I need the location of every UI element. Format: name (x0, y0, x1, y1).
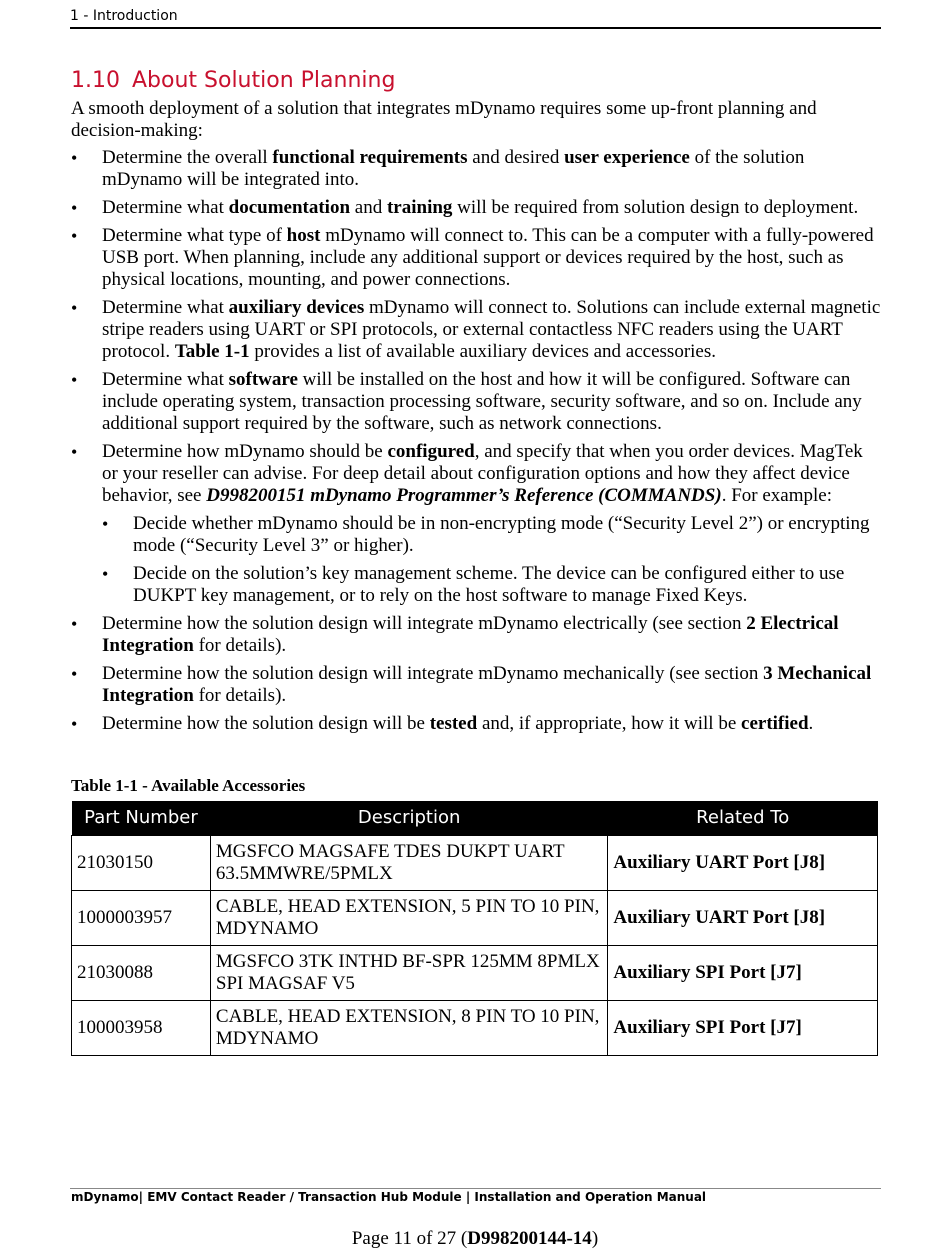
bullet-icon: • (102, 564, 109, 584)
table-row (72, 836, 878, 891)
bullet-icon: • (71, 226, 78, 246)
planning-bullet-list (71, 147, 881, 741)
cell-part-number: 21030150 (72, 836, 211, 891)
text-segment: Determine the overall (102, 147, 273, 168)
bold-text: functional requirements (272, 147, 468, 168)
text-segment: Determine how the solution design will integrate mDynamo mechanically (see section (102, 663, 764, 684)
bold-text: software (228, 369, 298, 390)
cell-part-number: 1000003957 (72, 891, 211, 946)
intro-paragraph: A smooth deployment of a solution that integrates mDynamo requires some up-front planning and decision-making: (71, 98, 817, 141)
cell-description: CABLE, HEAD EXTENSION, 5 PIN TO 10 PIN, MDYNAMO (210, 891, 608, 946)
table-row (72, 1001, 878, 1056)
bold-text (206, 485, 721, 506)
text-segment: for details). (193, 685, 287, 706)
document-id: D998200144-14 (467, 1228, 592, 1249)
sub-bullet-item (102, 563, 881, 607)
cell-part-number: 21030088 (72, 946, 211, 1001)
text-segment: will be installed on the host and how it will be configured. Software can include operating system, transaction processing software, security software, and so on. Include any additional support required by the software, such as network connections. (102, 369, 862, 434)
sub-bullet-item (102, 513, 881, 557)
text-segment: Decide whether mDynamo should be in non-encrypting mode (“Security Level 2”) or encrypting mode (“Security Level 3” or higher). (133, 513, 870, 556)
table-caption: Table 1-1 - Available Accessories (71, 776, 306, 795)
bullet-icon: • (71, 148, 78, 168)
bullet-item (71, 613, 881, 657)
bullet-item (71, 147, 881, 191)
bold-text: configured (387, 441, 475, 462)
bold-text: tested (429, 713, 478, 734)
bold-text: host (286, 225, 321, 246)
text-segment: Determine how the solution design will be (102, 713, 430, 734)
cell-related-to: Auxiliary UART Port [J8] (608, 891, 878, 946)
bold-text: 2 Electrical Integration (102, 613, 839, 656)
bullet-item (71, 225, 881, 291)
section-heading (71, 68, 395, 93)
footer-divider (70, 1188, 881, 1189)
bold-text: certified (741, 713, 809, 734)
sub-bullet-list (102, 513, 881, 607)
table-row (72, 891, 878, 946)
bullet-icon: • (71, 614, 78, 634)
footer-document-title: mDynamo| EMV Contact Reader / Transaction Hub Module | Installation and Operation Manual (71, 1190, 707, 1204)
bold-text: user experience (564, 147, 690, 168)
text-segment: . For example: (721, 485, 832, 506)
bullet-icon: • (71, 664, 78, 684)
bold-text: 3 Mechanical Integration (102, 663, 872, 706)
cell-part-number: 100003958 (72, 1001, 211, 1056)
bullet-icon: • (71, 198, 78, 218)
bold-text: auxiliary devices (228, 297, 365, 318)
cell-related-to: Auxiliary SPI Port [J7] (608, 1001, 878, 1056)
text-segment: provides a list of available auxiliary devices and accessories. (249, 341, 717, 362)
running-header: 1 - Introduction (70, 8, 881, 29)
text-segment: and, if appropriate, how it will be (477, 713, 742, 734)
bullet-item (71, 297, 881, 363)
text-segment: . (808, 713, 814, 734)
text-segment: , and specify that when you order devices. MagTek or your reseller can advise. For deep detail about configuration options and how they affect device behavior, see (102, 441, 863, 506)
bold-text: Table 1-1 (174, 341, 250, 362)
column-header-description: Description (210, 801, 608, 836)
cell-description: MGSFCO 3TK INTHD BF-SPR 125MM 8PMLX SPI MAGSAF V5 (210, 946, 608, 1001)
bullet-item (71, 441, 881, 607)
bullet-icon: • (71, 298, 78, 318)
text-segment: Determine how mDynamo should be (102, 441, 388, 462)
page-number-suffix: ) (591, 1228, 599, 1249)
text-segment: will be required from solution design to deployment. (452, 197, 859, 218)
text-segment: mDynamo will connect to. This can be a computer with a fully-powered USB port. When planning, include any additional support or devices required by the host, such as physical locations, mounting, and power connections. (102, 225, 874, 290)
column-header-part-number: Part Number (72, 801, 211, 836)
bold-text: training (386, 197, 453, 218)
cell-description: MGSFCO MAGSAFE TDES DUKPT UART 63.5MMWRE/5PMLX (210, 836, 608, 891)
text-segment: mDynamo will connect to. Solutions can include external magnetic stripe readers using UART or SPI protocols, or external contactless NFC readers using the UART protocol. (102, 297, 881, 362)
text-segment: Determine how the solution design will integrate mDynamo electrically (see section (102, 613, 747, 634)
bold-text: documentation (228, 197, 351, 218)
text-segment: for details). (193, 635, 287, 656)
cell-related-to: Auxiliary UART Port [J8] (608, 836, 878, 891)
bullet-icon: • (71, 442, 78, 462)
text-segment: and (350, 197, 387, 218)
bullet-icon: • (71, 370, 78, 390)
text-segment: Determine what (102, 197, 229, 218)
text-segment: and desired (467, 147, 565, 168)
cell-related-to: Auxiliary SPI Port [J7] (608, 946, 878, 1001)
table-row (72, 946, 878, 1001)
emphasis-text: D998200151 mDynamo Programmer’s Reference (COMMANDS) (206, 485, 722, 506)
text-segment: Determine what (102, 369, 229, 390)
bullet-item (71, 713, 881, 735)
text-segment: Determine what type of (102, 225, 287, 246)
bullet-icon: • (102, 514, 109, 534)
column-header-related-to: Related To (608, 801, 878, 836)
section-number: 1.10 (71, 68, 120, 93)
accessories-table (71, 801, 878, 1056)
text-segment: Decide on the solution’s key management scheme. The device can be configured either to use DUKPT key management, or to rely on the host software to manage Fixed Keys. (133, 563, 845, 606)
bullet-icon: • (71, 714, 78, 734)
page-number-prefix: Page 11 of 27 ( (351, 1228, 468, 1249)
bullet-item (71, 369, 881, 435)
cell-description: CABLE, HEAD EXTENSION, 8 PIN TO 10 PIN, MDYNAMO (210, 1001, 608, 1056)
bullet-item (71, 663, 881, 707)
table-header-row (72, 801, 878, 836)
text-segment: Determine what (102, 297, 229, 318)
page-number (0, 1228, 950, 1250)
bullet-item (71, 197, 881, 219)
text-segment: of the solution mDynamo will be integrated into. (102, 147, 805, 190)
section-title: About Solution Planning (131, 68, 396, 93)
